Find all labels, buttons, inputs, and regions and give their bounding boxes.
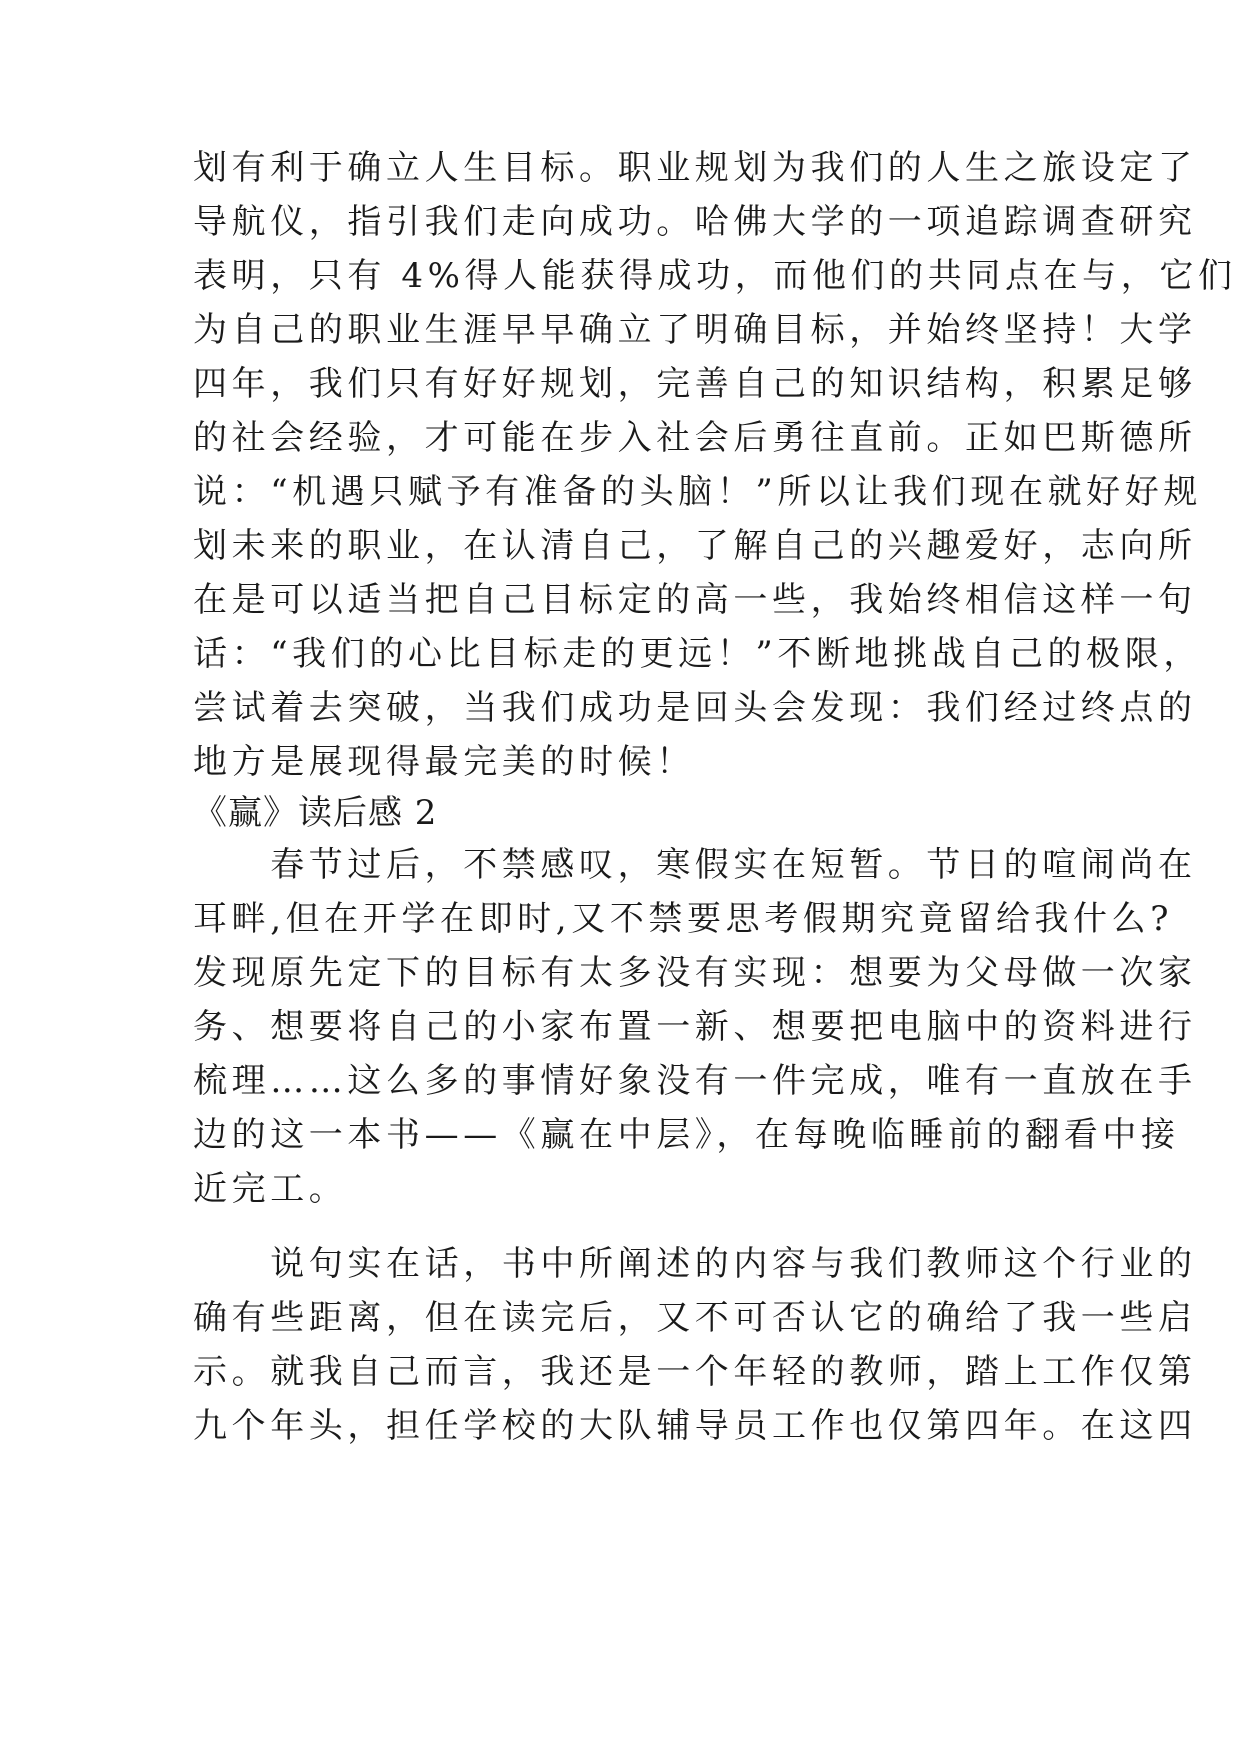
paragraph-line: 示。就我自己而言，我还是一个年轻的教师，踏上工作仅第: [193, 1352, 1197, 1392]
paragraph-line: 务、想要将自己的小家布置一新、想要把电脑中的资料进行: [193, 1007, 1197, 1047]
paragraph-line: 九个年头，担任学校的大队辅导员工作也仅第四年。在这四: [193, 1406, 1197, 1446]
paragraph-line: 发现原先定下的目标有太多没有实现：想要为父母做一次家: [193, 953, 1197, 993]
paragraph-line: 的社会经验，才可能在步入社会后勇往直前。正如巴斯德所: [193, 418, 1197, 458]
paragraph-line: 近完工。: [193, 1169, 348, 1209]
paragraph-line: 为自己的职业生涯早早确立了明确目标，并始终坚持！大学: [193, 310, 1197, 350]
paragraph-line: 四年，我们只有好好规划，完善自己的知识结构，积累足够: [193, 364, 1197, 404]
paragraph-line: 划有利于确立人生目标。职业规划为我们的人生之旅设定了: [193, 148, 1197, 188]
paragraph-line: 划未来的职业，在认清自己，了解自己的兴趣爱好，志向所: [193, 526, 1197, 566]
paragraph-line: 在是可以适当把自己目标定的高一些，我始终相信这样一句: [193, 580, 1197, 620]
paragraph-line: 边的这一本书——《赢在中层》，在每晚临睡前的翻看中接: [193, 1115, 1180, 1155]
paragraph-line: 说句实在话，书中所阐述的内容与我们教师这个行业的: [193, 1244, 1197, 1284]
paragraph-line: 尝试着去突破，当我们成功是回头会发现：我们经过终点的: [193, 688, 1197, 728]
paragraph-line: 地方是展现得最完美的时候！: [193, 742, 695, 782]
paragraph-line: 表明，只有 4%得人能获得成功，而他们的共同点在与，它们: [193, 256, 1237, 296]
paragraph-line: 耳畔,但在开学在即时,又不禁要思考假期究竟留给我什么?: [193, 899, 1174, 939]
paragraph-line: 说：“机遇只赋予有准备的头脑！”所以让我们现在就好好规: [193, 472, 1202, 512]
paragraph-line: 导航仪，指引我们走向成功。哈佛大学的一项追踪调查研究: [193, 202, 1197, 242]
section-heading: 《赢》读后感 2: [193, 793, 438, 833]
paragraph-line: 确有些距离，但在读完后，又不可否认它的确给了我一些启: [193, 1298, 1197, 1338]
paragraph-line: 梳理……这么多的事情好象没有一件完成，唯有一直放在手: [193, 1061, 1197, 1101]
paragraph-line: 话：“我们的心比目标走的更远！”不断地挑战自己的极限，: [193, 634, 1202, 674]
paragraph-line: 春节过后，不禁感叹，寒假实在短暂。节日的喧闹尚在: [193, 845, 1197, 885]
